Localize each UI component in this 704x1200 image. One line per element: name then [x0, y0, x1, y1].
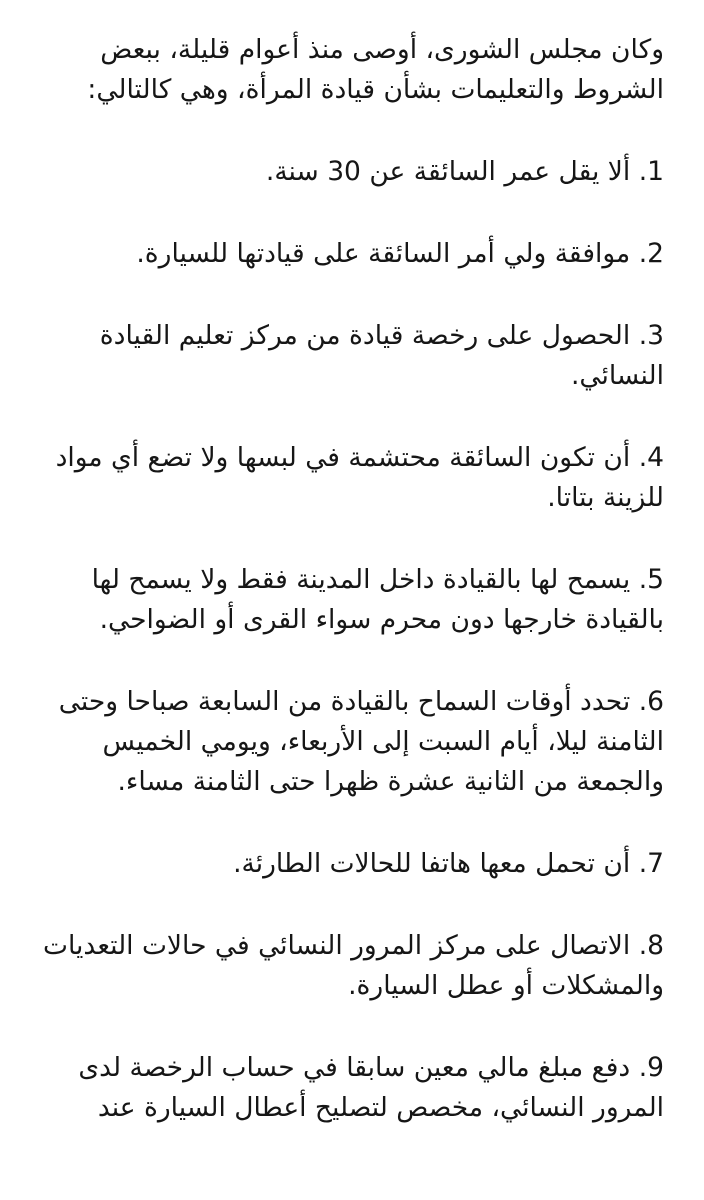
item-number: 7.	[638, 848, 664, 879]
list-item	[40, 560, 664, 640]
list-item	[40, 1048, 664, 1128]
list-item	[40, 926, 664, 1006]
item-number: 6.	[638, 686, 664, 717]
item-number: 1.	[638, 156, 664, 187]
list-item	[40, 152, 664, 192]
item-number: 3.	[638, 320, 664, 351]
list-item	[40, 438, 664, 518]
intro-paragraph: وكان مجلس الشورى، أوصى منذ أعوام قليلة، ببعض الشروط والتعليمات بشأن قيادة المرأة، وهي كالتالي:	[87, 34, 664, 105]
item-number: 9.	[638, 1052, 664, 1083]
item-text: يسمح لها بالقيادة داخل المدينة فقط ولا يسمح لها بالقيادة خارجها دون محرم سواء القرى أو الضواحي.	[91, 564, 664, 635]
item-text: الاتصال على مركز المرور النسائي في حالات التعديات والمشكلات أو عطل السيارة.	[43, 930, 664, 1001]
item-number: 2.	[638, 238, 664, 269]
item-text: الحصول على رخصة قيادة من مركز تعليم القيادة النسائي.	[99, 320, 664, 391]
list-item	[40, 682, 664, 802]
list-item	[40, 316, 664, 396]
list-item	[40, 844, 664, 884]
item-text: موافقة ولي أمر السائقة على قيادتها للسيارة.	[136, 238, 631, 269]
article-body	[40, 30, 664, 1170]
item-text: ألا يقل عمر السائقة عن 30 سنة.	[265, 156, 631, 187]
item-text: أن تحمل معها هاتفا للحالات الطارئة.	[233, 848, 631, 879]
item-number: 8.	[638, 930, 664, 961]
item-number: 4.	[638, 442, 664, 473]
item-text: دفع مبلغ مالي معين سابقا في حساب الرخصة لدى المرور النسائي، مخصص لتصليح أعطال السيارة عند	[78, 1052, 664, 1123]
list-item	[40, 234, 664, 274]
item-number: 5.	[638, 564, 664, 595]
item-text: أن تكون السائقة محتشمة في لبسها ولا تضع أي مواد للزينة بتاتا.	[55, 442, 664, 513]
item-text: تحدد أوقات السماح بالقيادة من السابعة صباحا وحتى الثامنة ليلا، أيام السبت إلى الأربعاء، ويومي الخميس والجمعة من الثانية عشرة ظهرا حتى الثامنة مساء.	[58, 686, 664, 797]
